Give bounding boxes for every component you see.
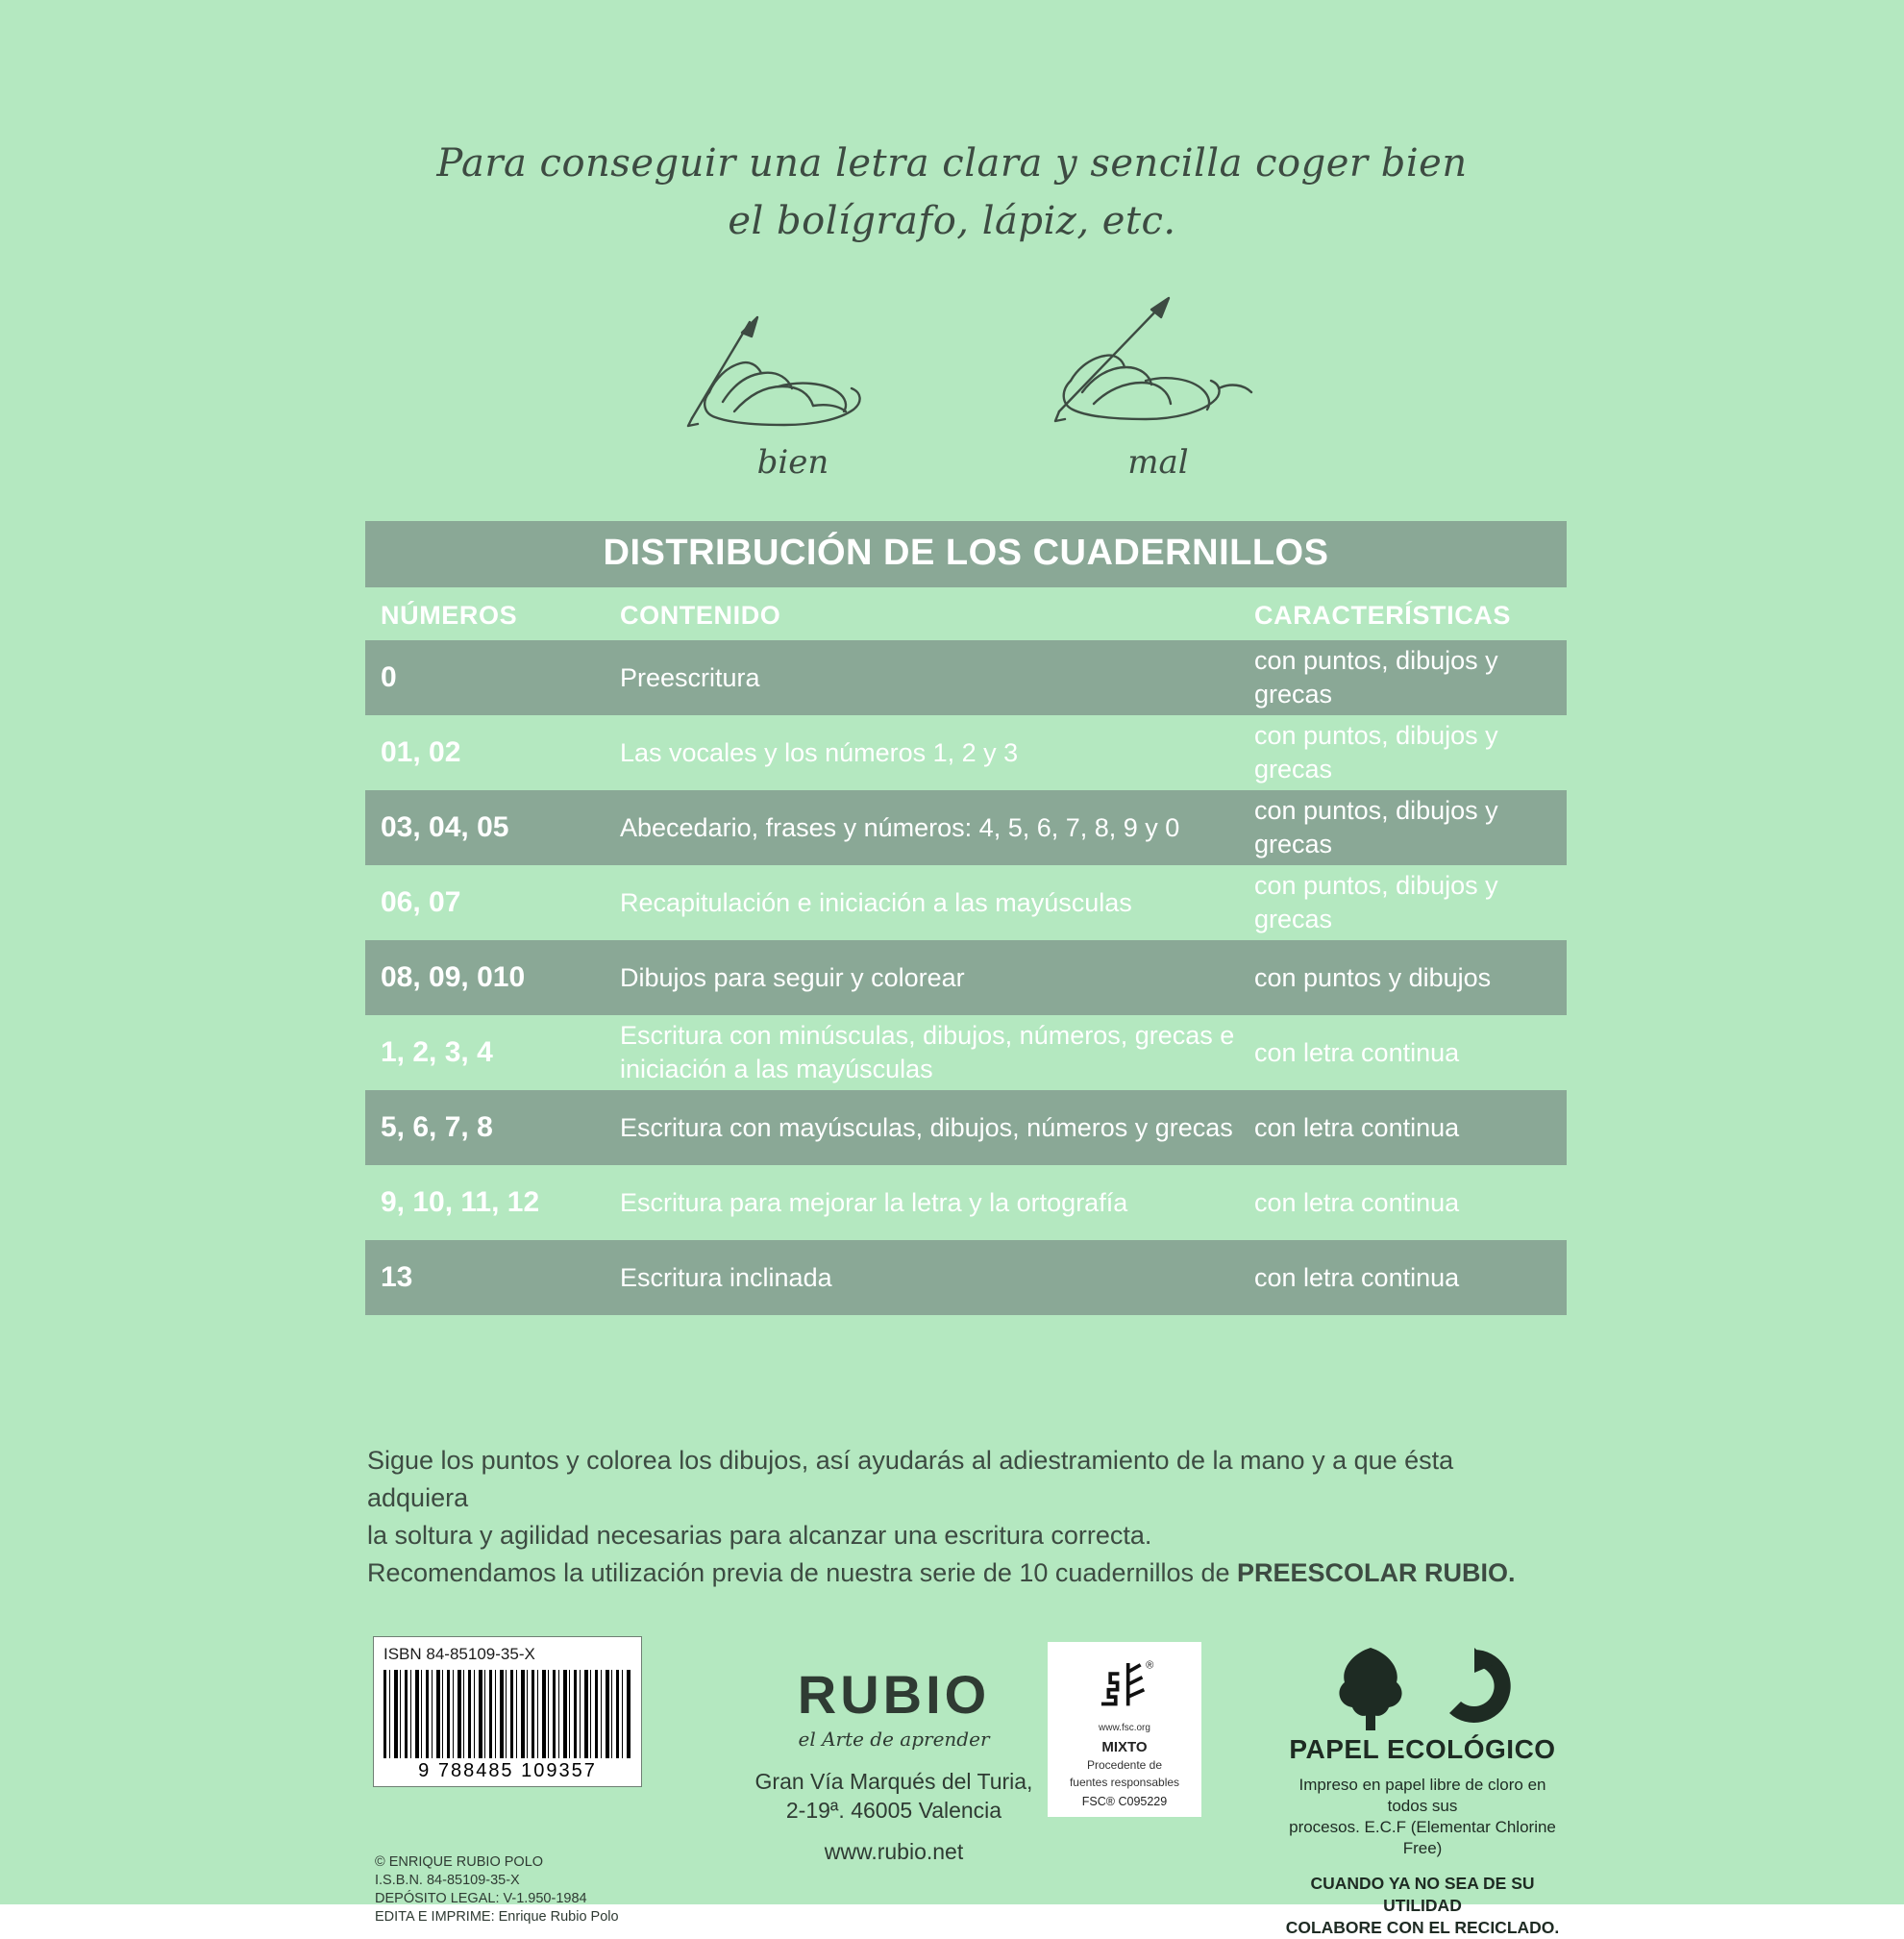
brand-name: RUBIO (797, 1664, 991, 1725)
barcode-number: 9 788485 109357 (418, 1760, 597, 1781)
fsc-type: MIXTO (1101, 1739, 1148, 1755)
row-numbers: 1, 2, 3, 4 (381, 1036, 493, 1068)
copyright-block (375, 1853, 619, 1927)
row-content: Escritura con mayúsculas, dibujos, números y grecas (620, 1112, 1233, 1142)
fsc-desc-line-2: fuentes responsables (1069, 1776, 1180, 1789)
tree-icon (1329, 1644, 1412, 1732)
instructions-note (367, 1442, 1549, 1593)
hand-bad-caption: mal (1127, 443, 1189, 482)
row-numbers: 01, 02 (381, 736, 461, 768)
column-header-numbers: NÚMEROS (381, 601, 518, 630)
row-numbers: 0 (381, 661, 397, 693)
row-content: Escritura con minúsculas, dibujos, números, grecas e iniciación a las mayúsculas (620, 1021, 1235, 1083)
fsc-desc-line-1: Procedente de (1086, 1758, 1163, 1772)
eco-icons (1278, 1644, 1567, 1732)
brand-address-line-2: 2-19ª. 46005 Valencia (785, 1797, 1002, 1823)
note-line-3 (367, 1554, 1549, 1592)
hands-illustration-group (0, 288, 1904, 490)
row-features: con letra continua (1254, 1187, 1460, 1217)
table-row (365, 865, 1567, 940)
eco-sub-line-2: procesos. E.C.F (Elementar Chlorine Free) (1289, 1818, 1556, 1858)
row-content: Las vocales y los números 1, 2 y 3 (620, 737, 1019, 767)
row-features: con puntos, dibujos y grecas (1254, 796, 1498, 858)
brand-address-line-1: Gran Vía Marqués del Turia, (754, 1769, 1033, 1794)
distribution-table (365, 521, 1567, 1315)
row-content: Escritura inclinada (620, 1262, 832, 1292)
headline-line-2: el bolígrafo, lápiz, etc. (728, 199, 1176, 243)
fsc-tree-checkmark-icon (1089, 1651, 1160, 1722)
table-row (365, 790, 1567, 865)
hand-bad-block (1000, 288, 1317, 482)
row-features: con puntos, dibujos y grecas (1254, 646, 1498, 708)
hand-holding-pen-incorrect-icon (1000, 288, 1317, 433)
fsc-code: FSC® C095229 (1081, 1795, 1168, 1808)
publisher-brand (692, 1663, 1096, 1865)
table-row (365, 940, 1567, 1015)
barcode-image (383, 1670, 631, 1758)
isbn-label: ISBN 84-85109-35-X (383, 1645, 535, 1663)
eco-subtext (1278, 1775, 1567, 1859)
eco-foot-line-2: COLABORE CON EL RECICLADO. (1285, 1917, 1560, 1937)
table-row (365, 1165, 1567, 1240)
row-features: con puntos, dibujos y grecas (1254, 721, 1498, 783)
row-numbers: 06, 07 (381, 886, 461, 918)
table-row (365, 640, 1567, 715)
note-line-2: la soltura y agilidad necesarias para alcanzar una escritura correcta. (367, 1521, 1152, 1551)
note-line-3-prefix: Recomendamos la utilización previa de nuestra serie de 10 cuadernillos de (367, 1558, 1238, 1588)
row-numbers: 5, 6, 7, 8 (381, 1111, 493, 1143)
row-features: con letra continua (1254, 1112, 1460, 1142)
page-title (0, 135, 1904, 250)
row-content: Abecedario, frases y números: 4, 5, 6, 7, 8, 9 y 0 (620, 812, 1180, 842)
headline-line-1: Para conseguir una letra clara y sencilla coger bien (436, 141, 1468, 186)
brand-address (692, 1768, 1096, 1826)
svg-text:®: ® (1146, 1659, 1154, 1672)
copyright-line-1: © ENRIQUE RUBIO POLO (375, 1854, 544, 1870)
row-numbers: 08, 09, 010 (381, 961, 526, 993)
recycling-arrows-icon (1433, 1644, 1516, 1732)
row-content: Escritura para mejorar la letra y la ortografía (620, 1187, 1128, 1217)
table-title: DISTRIBUCIÓN DE LOS CUADERNILLOS (365, 521, 1567, 587)
note-line-3-strong: PREESCOLAR RUBIO. (1237, 1558, 1516, 1588)
row-numbers: 13 (381, 1261, 413, 1293)
table-row (365, 1240, 1567, 1315)
eco-foot-line-1: CUANDO YA NO SEA DE SU UTILIDAD (1310, 1874, 1535, 1916)
isbn-barcode-block (373, 1636, 642, 1787)
row-features: con letra continua (1254, 1037, 1460, 1067)
table-row (365, 715, 1567, 790)
row-content: Recapitulación e iniciación a las mayúsculas (620, 887, 1132, 917)
eco-sub-line-1: Impreso en papel libre de cloro en todos sus (1298, 1776, 1546, 1816)
column-header-features: CARACTERÍSTICAS (1254, 601, 1512, 630)
hand-good-block (634, 288, 952, 482)
brand-tagline: el Arte de aprender (798, 1728, 990, 1751)
copyright-line-3: DEPÓSITO LEGAL: V-1.950-1984 (375, 1891, 587, 1907)
row-features: con puntos y dibujos (1254, 962, 1492, 992)
row-features: con puntos, dibujos y grecas (1254, 871, 1498, 933)
table-row (365, 1015, 1567, 1090)
table-row (365, 1090, 1567, 1165)
row-content: Preescritura (620, 662, 760, 692)
copyright-line-4: EDITA E IMPRIME: Enrique Rubio Polo (375, 1909, 619, 1926)
copyright-line-2: I.S.B.N. 84-85109-35-X (375, 1873, 520, 1889)
eco-title: PAPEL ECOLÓGICO (1289, 1734, 1556, 1764)
fsc-url: www.fsc.org (1099, 1723, 1150, 1733)
note-line-1: Sigue los puntos y colorea los dibujos, así ayudarás al adiestramiento de la mano y a que ésta adquiera (367, 1446, 1454, 1513)
eco-paper-block (1278, 1644, 1567, 1939)
row-numbers: 03, 04, 05 (381, 811, 509, 843)
row-content: Dibujos para seguir y colorear (620, 962, 965, 992)
column-header-content: CONTENIDO (620, 601, 781, 630)
brand-website[interactable]: www.rubio.net (824, 1838, 964, 1864)
footer (0, 1634, 1904, 1937)
hand-holding-pen-correct-icon (634, 288, 952, 433)
eco-footer (1278, 1873, 1567, 1938)
table-header-row (365, 587, 1567, 640)
row-numbers: 9, 10, 11, 12 (381, 1186, 540, 1218)
hand-good-caption: bien (756, 443, 829, 482)
row-features: con letra continua (1254, 1262, 1460, 1292)
fsc-certification-block (1048, 1642, 1201, 1817)
